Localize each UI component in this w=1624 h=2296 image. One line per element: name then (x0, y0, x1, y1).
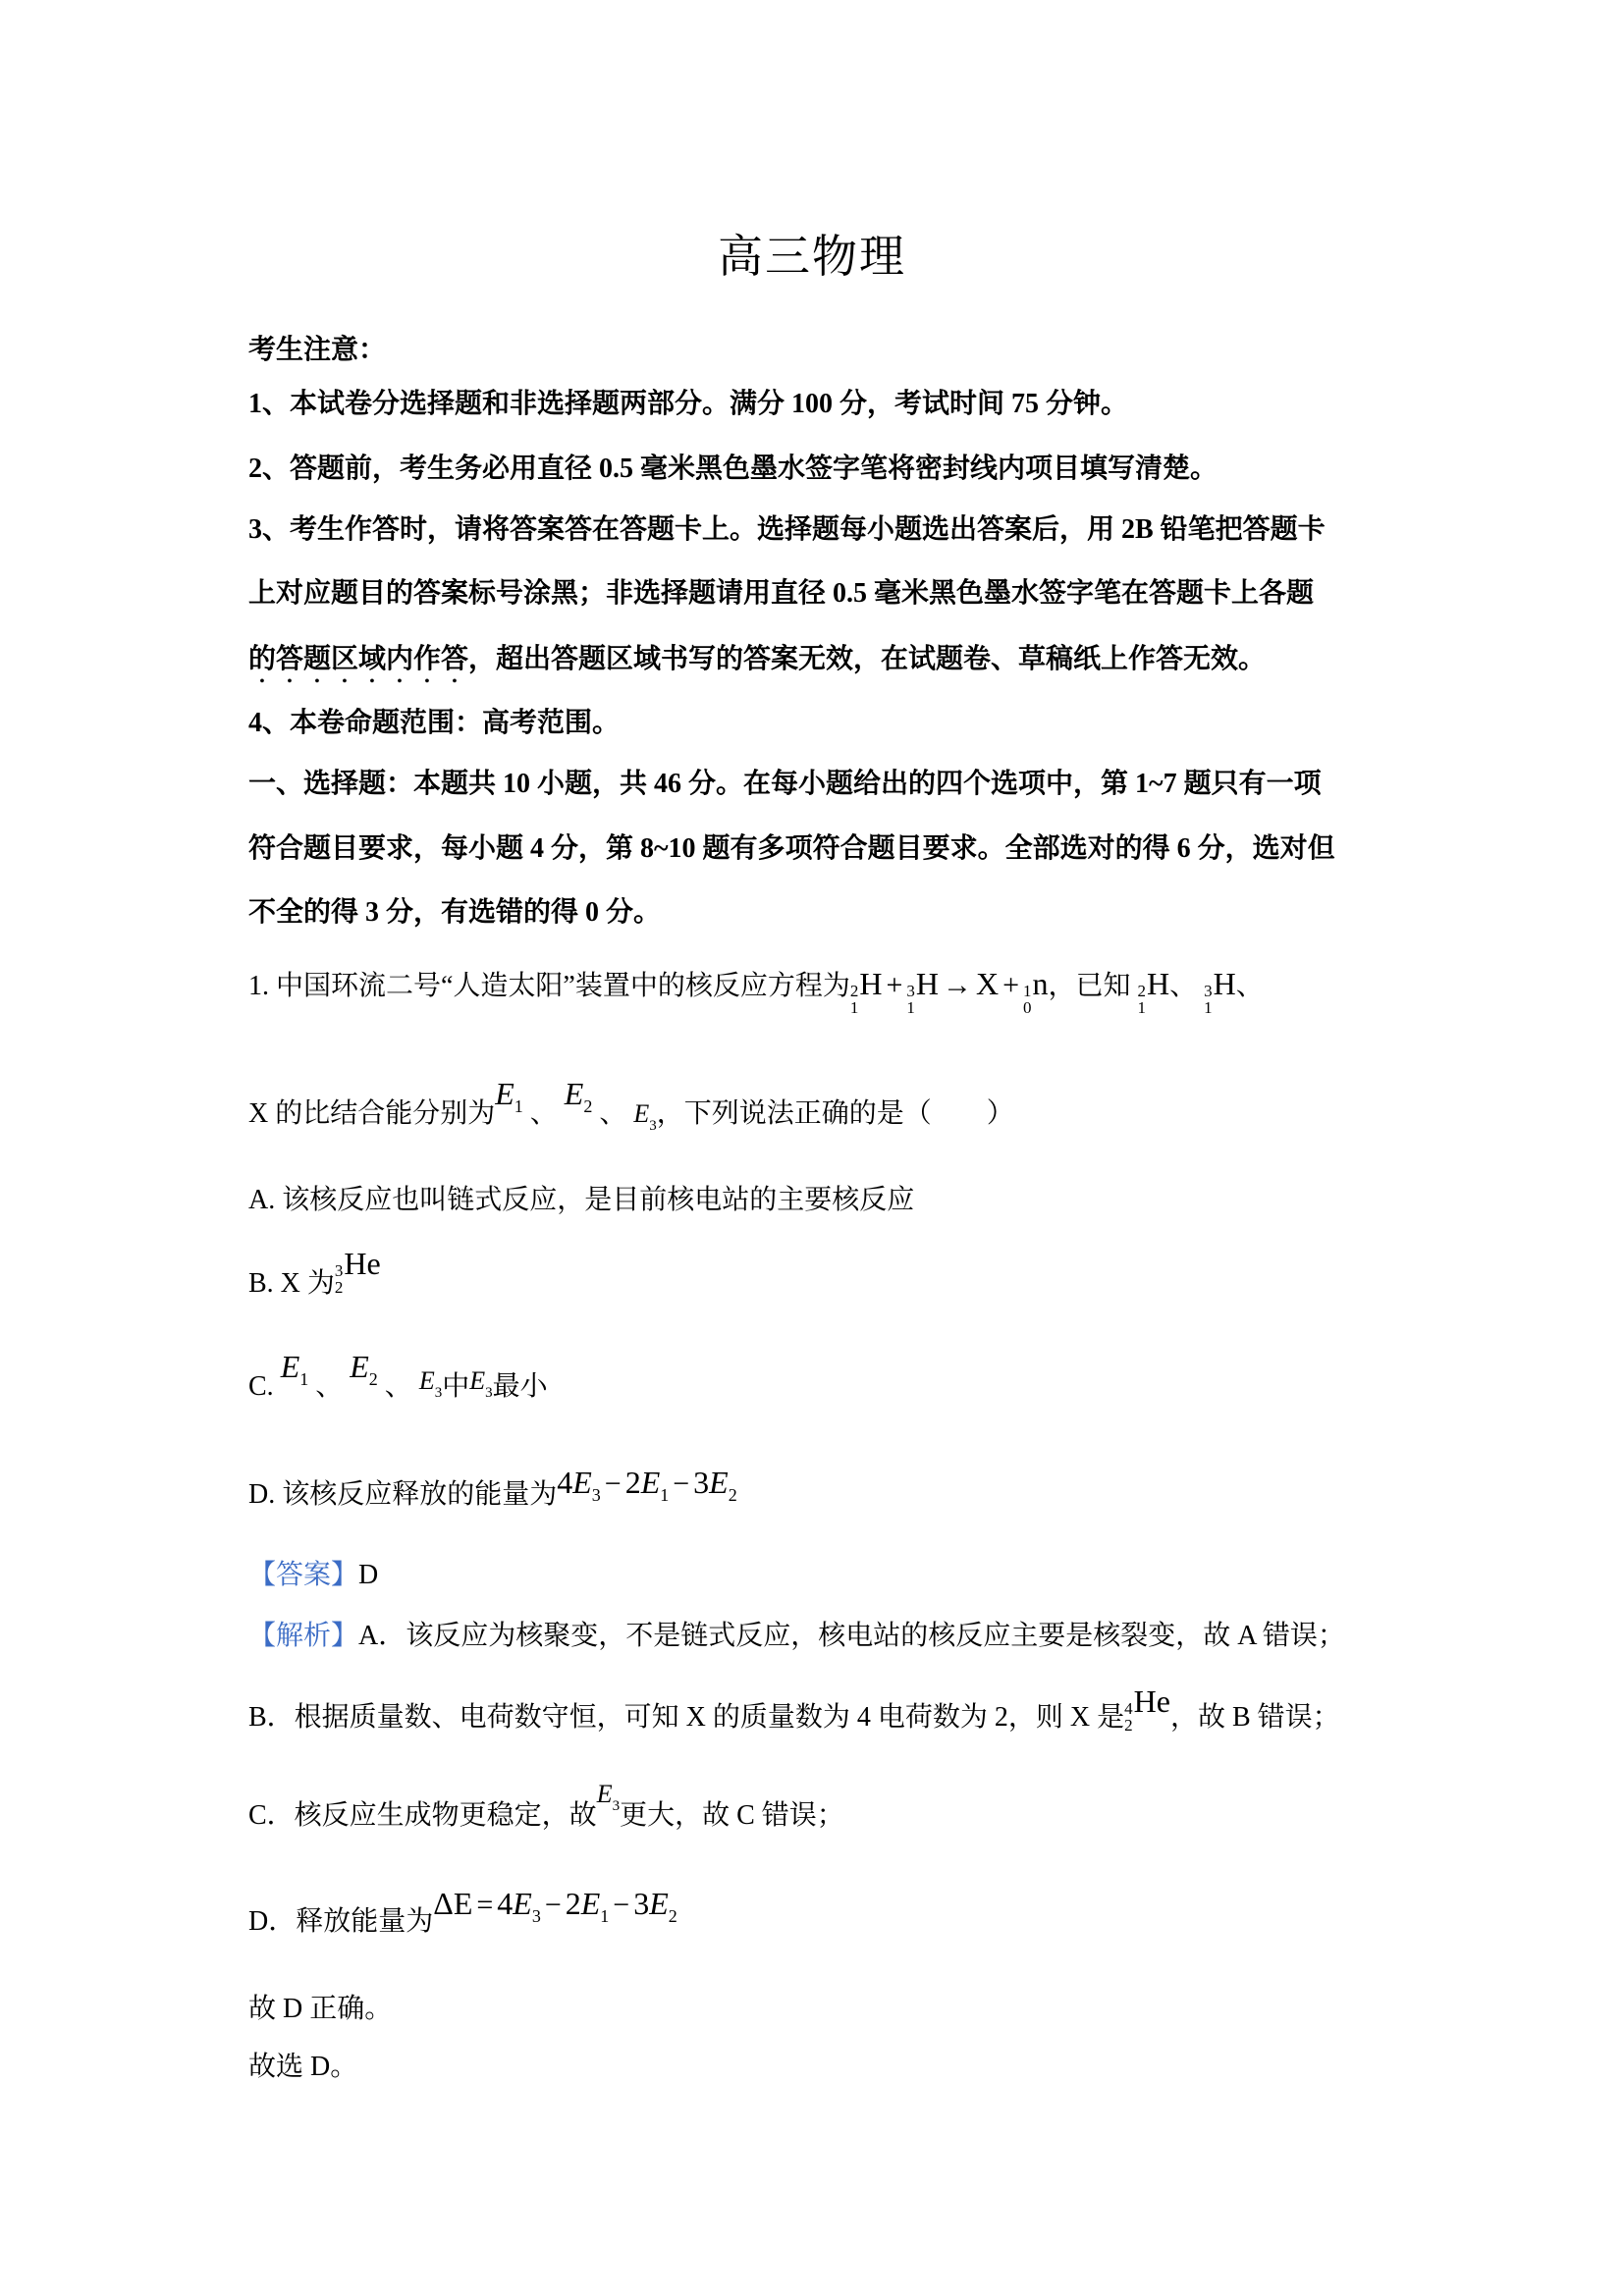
notice-item-3-line-2: 上对应题目的答案标号涂黑；非选择题请用直径 0.5 毫米黑色墨水签字笔在答题卡上各题 (248, 578, 1315, 609)
option-d-formula: $4E_3 - 2E_1 - 3E_2$ (557, 1465, 737, 1505)
answer-tag: 【答案】 (248, 1560, 359, 1590)
page-title: 高三物理 (718, 232, 906, 282)
analysis-final: 故选 D。 (248, 2052, 358, 2082)
notice-heading: 考生注意： (248, 335, 387, 365)
notice-item-4: 4、本卷命题范围：高考范围。 (248, 708, 621, 738)
section-1-line-2: 符合题目要求，每小题 4 分，第 8~10 题有多项符合题目要求。全部选对的得 6 分，选对但 (248, 833, 1335, 864)
analysis-c: C．核反应生成物更稳定，故$E_3$更大，故 C 错误； (248, 1780, 844, 1831)
answer-line (248, 1556, 1428, 1595)
option-a: A. 该核反应也叫链式反应，是目前核电站的主要核反应 (248, 1185, 915, 1215)
notice-item-1: 1、本试卷分选择题和非选择题两部分。满分 100 分，考试时间 75 分钟。 (248, 389, 1129, 419)
analysis-b: B．根据质量数、电荷数守恒，可知 X 的质量数为 4 电荷数为 2，则 X 是 4 2 He，故 B 错误； (248, 1683, 1340, 1735)
reaction-equation: 2 1 H + 3 1 H → X + 1 0 n (849, 966, 1049, 1017)
question-1-stem-text: 1. 中国环流二号“人造太阳”装置中的核反应方程为 (248, 971, 850, 1001)
question-1-stem-line-2: X 的比结合能分别为$E_1$ 、 $E_2$ 、 $E_3$，下列说法正确的是（ ） (248, 1076, 1014, 1134)
section-1-line-1: 一、选择题：本题共 10 小题，共 46 分。在每小题给出的四个选项中，第 1~7 题只有一项 (248, 769, 1322, 799)
option-b: B. X 为 3 2 He (248, 1246, 381, 1299)
notice-item-3-rest: ，超出答题区域书写的答案无效，在试题卷、草稿纸上作答无效。 (468, 644, 1267, 674)
option-c: C. $E_1$ 、 $E_2$ 、 $E_3$中$E_3$最小 (248, 1349, 548, 1402)
dotted-emphasis-text: 的答题区域内作答 (248, 644, 469, 674)
analysis-a: 【解析】A．该反应为核聚变，不是链式反应，核电站的核反应主要是核裂变，故 A 错误； (248, 1621, 1345, 1651)
analysis-conclusion: 故 D 正确。 (248, 1994, 393, 2024)
option-d: D. 该核反应释放的能量为$4E_3 - 2E_1 - 3E_2$ (248, 1465, 737, 1510)
notice-item-3-line-3 (248, 640, 1428, 689)
analysis-tag: 【解析】 (248, 1621, 359, 1651)
notice-item-3-line-1: 3、考生作答时，请将答案答在答题卡上。选择题每小题选出答案后，用 2B 铅笔把答题卡 (248, 514, 1326, 545)
analysis-d: D．释放能量为$\Delta E = 4E_3 - 2E_1 - 3E_2$ (248, 1886, 677, 1937)
question-1-stem-line-1: 1. 中国环流二号“人造太阳”装置中的核反应方程为 2 1 H + 3 1 H → X + 1 0 n，已知 2 1 H、 3 1 H、 (248, 966, 1264, 1017)
analysis-d-formula: $\Delta E = 4E_3 - 2E_1 - 3E_2$ (433, 1886, 677, 1926)
notice-item-2: 2、答题前，考生务必用直径 0.5 毫米黑色墨水签字笔将密封线内项目填写清楚。 (248, 454, 1218, 484)
section-1-line-3: 不全的得 3 分，有选错的得 0 分。 (248, 897, 662, 928)
answer-value: D (358, 1560, 379, 1590)
